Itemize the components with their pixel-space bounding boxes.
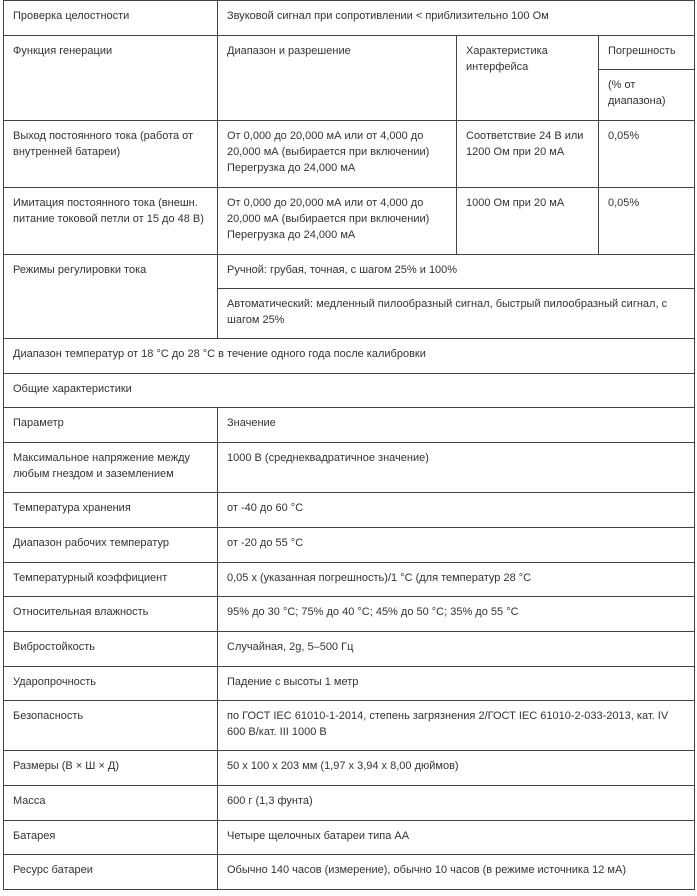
dc-output-interface: Соответствие 24 В или 1200 Ом при 20 мА — [456, 120, 599, 188]
general-value: по ГОСТ IEC 61010-1-2014, степень загрязнения 2/ГОСТ IEC 61010-2-033-2013, кат. IV 600 В/кат. III 1000 В — [217, 700, 695, 751]
dc-sim-interface: 1000 Ом при 20 мА — [456, 187, 599, 255]
general-section-title: Общие характеристики — [3, 373, 695, 408]
general-value: от -20 до 55 °C — [217, 527, 695, 563]
dc-sim-accuracy: 0,05% — [598, 187, 695, 255]
general-param: Размеры (В × Ш × Д) — [3, 750, 218, 786]
gen-header-function: Функция генерации — [3, 35, 218, 121]
general-value: 50 x 100 x 203 мм (1,97 x 3,94 x 8,00 дюймов) — [217, 750, 695, 786]
general-value: 1000 В (среднеквадратичное значение) — [217, 442, 695, 493]
general-param: Безопасность — [3, 700, 218, 751]
general-param: Масса — [3, 785, 218, 821]
general-value: Падение с высоты 1 метр — [217, 666, 695, 701]
general-value: от -40 до 60 °C — [217, 492, 695, 528]
general-header-param: Параметр — [3, 407, 218, 443]
temp-range-note: Диапазон температур от 18 °C до 28 °C в течение одного года после калибровки — [3, 338, 695, 374]
continuity-value: Звуковой сигнал при сопротивлении < приблизительно 100 Ом — [217, 0, 695, 36]
general-value: 600 г (1,3 фунта) — [217, 785, 695, 821]
regulation-manual: Ручной: грубая, точная, с шагом 25% и 100% — [217, 254, 695, 289]
general-param: Ударопрочность — [3, 666, 218, 701]
general-param: Диапазон рабочих температур — [3, 527, 218, 563]
general-param: Температура хранения — [3, 492, 218, 528]
regulation-label: Режимы регулировки тока — [3, 254, 218, 339]
gen-header-accuracy: Погрешность — [598, 35, 695, 70]
general-header-value: Значение — [217, 407, 695, 443]
general-value: Четыре щелочных батареи типа АА — [217, 820, 695, 855]
general-param: Вибростойкость — [3, 631, 218, 667]
general-param: Ресурс батареи — [3, 854, 218, 890]
general-param: Температурный коэффициент — [3, 562, 218, 597]
general-param: Относительная влажность — [3, 596, 218, 632]
general-value: Случайная, 2g, 5–500 Гц — [217, 631, 695, 667]
general-value: 0,05 x (указанная погрешность)/1 °C (для температур 28 °C — [217, 562, 695, 597]
dc-output-range: От 0,000 до 20,000 мА или от 4,000 до 20,000 мА (выбирается при включении) Перегрузка до 24,000 мА — [217, 120, 457, 188]
general-value: 95% до 30 °C; 75% до 40 °C; 45% до 50 °C; 35% до 55 °C — [217, 596, 695, 632]
general-value: Обычно 140 часов (измерение), обычно 10 часов (в режиме источника 12 мА) — [217, 854, 695, 890]
gen-header-accuracy-unit: (% от диапазона) — [598, 69, 695, 121]
dc-output-accuracy: 0,05% — [598, 120, 695, 188]
continuity-label: Проверка целостности — [3, 0, 218, 36]
regulation-automatic: Автоматический: медленный пилообразный сигнал, быстрый пилообразный сигнал, с шагом 25% — [217, 288, 695, 339]
gen-header-range: Диапазон и разрешение — [217, 35, 457, 121]
general-param: Батарея — [3, 820, 218, 855]
dc-output-label: Выход постоянного тока (работа от внутренней батареи) — [3, 120, 218, 188]
dc-sim-range: От 0,000 до 20,000 мА или от 4,000 до 20,000 мА (выбирается при включении) Перегрузка до 24,000 мА — [217, 187, 457, 255]
general-param: Максимальное напряжение между любым гнездом и заземлением — [3, 442, 218, 493]
gen-header-interface: Характеристика интерфейса — [456, 35, 599, 121]
dc-sim-label: Имитация постоянного тока (внешн. питание токовой петли от 15 до 48 В) — [3, 187, 218, 255]
